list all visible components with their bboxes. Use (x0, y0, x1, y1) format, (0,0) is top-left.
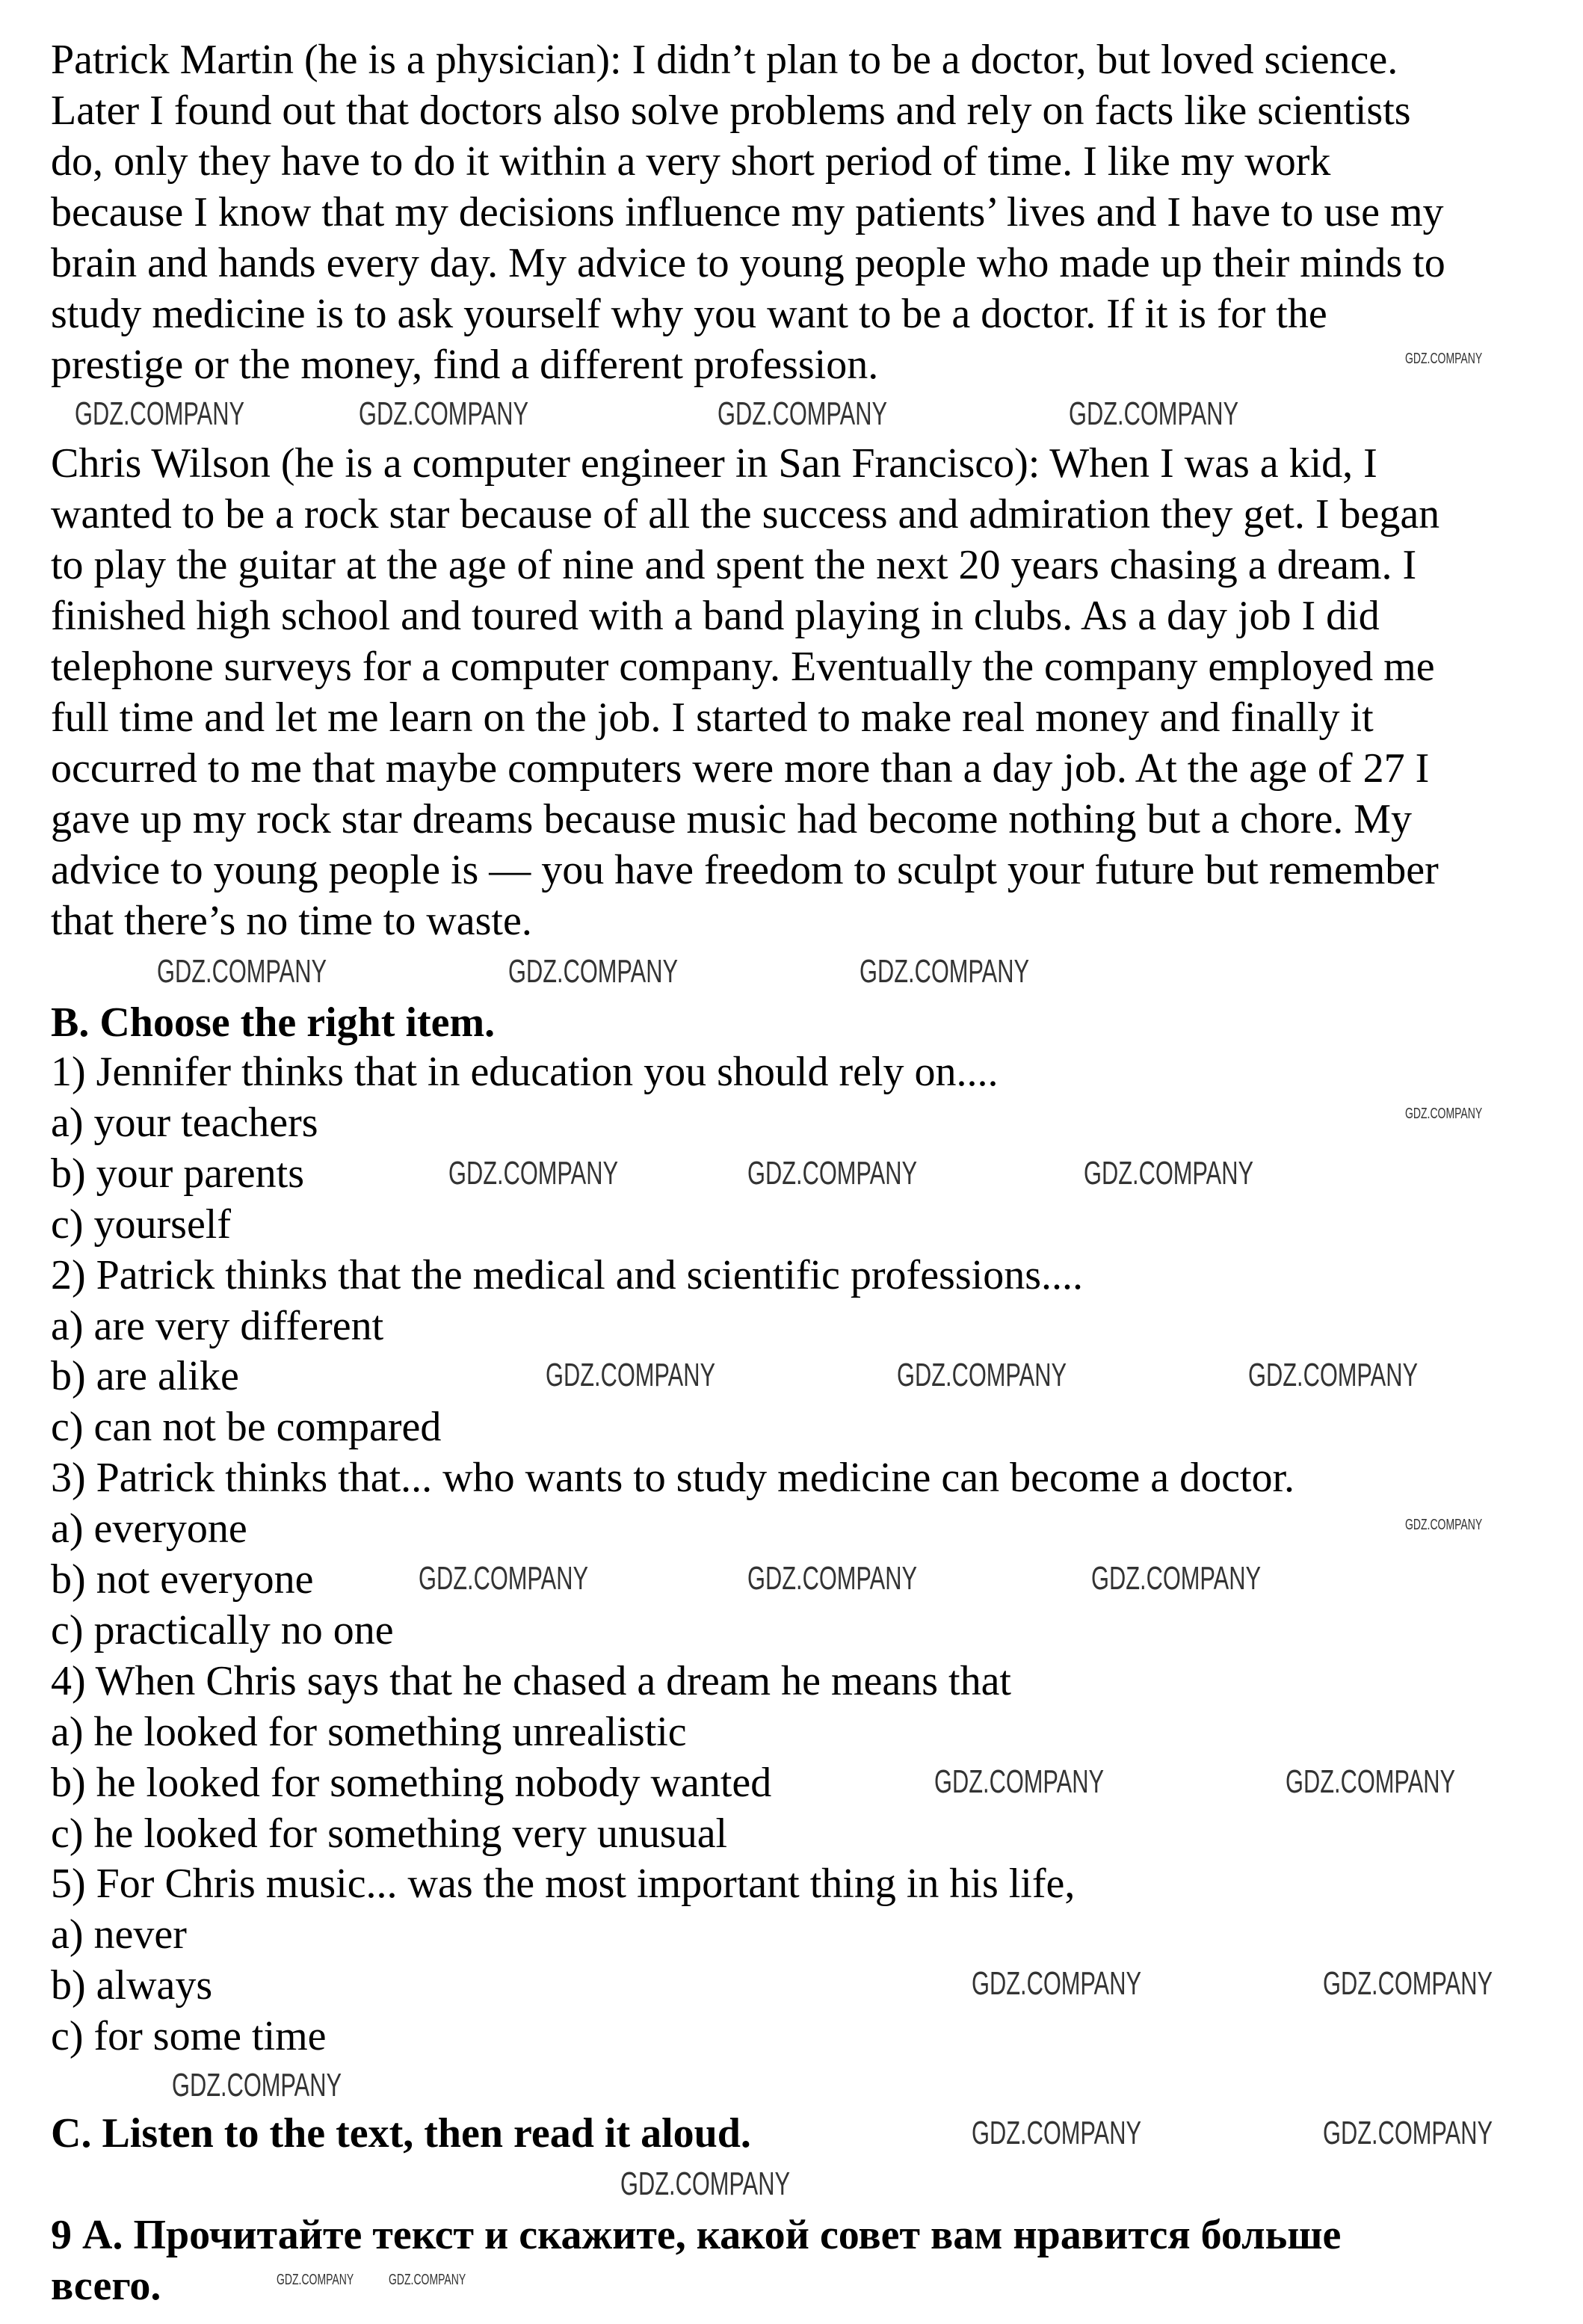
chris-paragraph-line: that there’s no time to waste. (51, 898, 532, 944)
patrick-paragraph-line: Later I found out that doctors also solve problems and rely on facts like scientists (51, 87, 1411, 134)
question-text: 1) Jennifer thinks that in education you should rely on.... (51, 1049, 999, 1095)
watermark: GDZ.COMPANY (1248, 1357, 1419, 1393)
watermark: GDZ.COMPANY (1323, 2115, 1493, 2151)
watermark: GDZ.COMPANY (972, 2115, 1142, 2151)
watermark: GDZ.COMPANY (1405, 1106, 1483, 1122)
watermark: GDZ.COMPANY (897, 1357, 1067, 1393)
answer-option: c) for some time (51, 2013, 327, 2059)
watermark: GDZ.COMPANY (448, 1155, 619, 1192)
answer-option: c) yourself (51, 1201, 232, 1248)
task-9-heading: 9 А. Прочитайте текст и скажите, какой совет вам нравится больше (51, 2212, 1342, 2258)
patrick-paragraph-line: study medicine is to ask yourself why you want to be a doctor. If it is for the (51, 291, 1327, 337)
chris-paragraph-line: finished high school and toured with a band playing in clubs. As a day job I did (51, 593, 1380, 639)
answer-option: b) are alike (51, 1353, 239, 1399)
watermark: GDZ.COMPANY (1069, 395, 1239, 432)
patrick-paragraph-line: because I know that my decisions influence my patients’ lives and I have to use my (51, 189, 1444, 235)
answer-option: a) he looked for something unrealistic (51, 1709, 687, 1755)
answer-option: c) practically no one (51, 1607, 394, 1653)
watermark: GDZ.COMPANY (620, 2166, 791, 2202)
watermark: GDZ.COMPANY (359, 395, 529, 432)
answer-option: b) your parents (51, 1150, 305, 1197)
chris-paragraph-line: occurred to me that maybe computers were more than a day job. At the age of 27 I (51, 745, 1430, 792)
answer-option: a) are very different (51, 1303, 384, 1349)
answer-option: a) never (51, 1911, 187, 1958)
question-text: 4) When Chris says that he chased a dream he means that (51, 1658, 1011, 1704)
chris-paragraph-line: Chris Wilson (he is a computer engineer in San Francisco): When I was a kid, I (51, 440, 1377, 487)
watermark: GDZ.COMPANY (389, 2272, 466, 2288)
watermark: GDZ.COMPANY (1091, 1560, 1262, 1597)
answer-option: c) can not be compared (51, 1404, 442, 1450)
task-9-heading-cont: всего. (51, 2263, 161, 2309)
watermark: GDZ.COMPANY (157, 953, 327, 990)
watermark: GDZ.COMPANY (172, 2067, 342, 2103)
watermark: GDZ.COMPANY (718, 395, 888, 432)
watermark: GDZ.COMPANY (1323, 1965, 1493, 2002)
watermark: GDZ.COMPANY (1286, 1763, 1456, 1800)
watermark: GDZ.COMPANY (419, 1560, 589, 1597)
watermark: GDZ.COMPANY (1405, 1517, 1483, 1533)
chris-paragraph-line: telephone surveys for a computer company. Eventually the company employed me (51, 644, 1435, 690)
watermark: GDZ.COMPANY (860, 953, 1030, 990)
watermark: GDZ.COMPANY (1084, 1155, 1254, 1192)
question-text: 5) For Chris music... was the most important thing in his life, (51, 1861, 1076, 1907)
chris-paragraph-line: gave up my rock star dreams because music had become nothing but a chore. My (51, 796, 1412, 842)
watermark: GDZ.COMPANY (508, 953, 679, 990)
watermark: GDZ.COMPANY (747, 1560, 918, 1597)
answer-option: b) not everyone (51, 1556, 314, 1603)
answer-option: a) your teachers (51, 1100, 318, 1146)
watermark: GDZ.COMPANY (1405, 351, 1483, 367)
patrick-paragraph-line: do, only they have to do it within a very short period of time. I like my work (51, 138, 1331, 185)
chris-paragraph-line: to play the guitar at the age of nine and spent the next 20 years chasing a dream. I (51, 542, 1417, 588)
watermark: GDZ.COMPANY (934, 1763, 1105, 1800)
patrick-paragraph-line: prestige or the money, find a different profession. (51, 342, 879, 388)
chris-paragraph-line: advice to young people is — you have freedom to sculpt your future but remember (51, 847, 1439, 893)
answer-option: c) he looked for something very unusual (51, 1810, 728, 1857)
answer-option: b) always (51, 1962, 213, 2009)
watermark: GDZ.COMPANY (972, 1965, 1142, 2002)
patrick-paragraph-line: brain and hands every day. My advice to young people who made up their minds to (51, 240, 1445, 286)
section-b-heading: B. Choose the right item. (51, 999, 496, 1046)
section-c-heading: C. Listen to the text, then read it aloud. (51, 2110, 751, 2157)
answer-option: b) he looked for something nobody wanted (51, 1760, 772, 1806)
chris-paragraph-line: wanted to be a rock star because of all the success and admiration they get. I began (51, 491, 1440, 537)
answer-option: a) everyone (51, 1505, 247, 1552)
watermark: GDZ.COMPANY (277, 2272, 354, 2288)
patrick-paragraph-line: Patrick Martin (he is a physician): I didn’t plan to be a doctor, but loved science. (51, 37, 1398, 83)
watermark: GDZ.COMPANY (546, 1357, 716, 1393)
watermark: GDZ.COMPANY (747, 1155, 918, 1192)
watermark: GDZ.COMPANY (75, 395, 245, 432)
question-text: 3) Patrick thinks that... who wants to study medicine can become a doctor. (51, 1455, 1295, 1501)
chris-paragraph-line: full time and let me learn on the job. I started to make real money and finally it (51, 694, 1374, 741)
question-text: 2) Patrick thinks that the medical and scientific professions.... (51, 1252, 1083, 1298)
